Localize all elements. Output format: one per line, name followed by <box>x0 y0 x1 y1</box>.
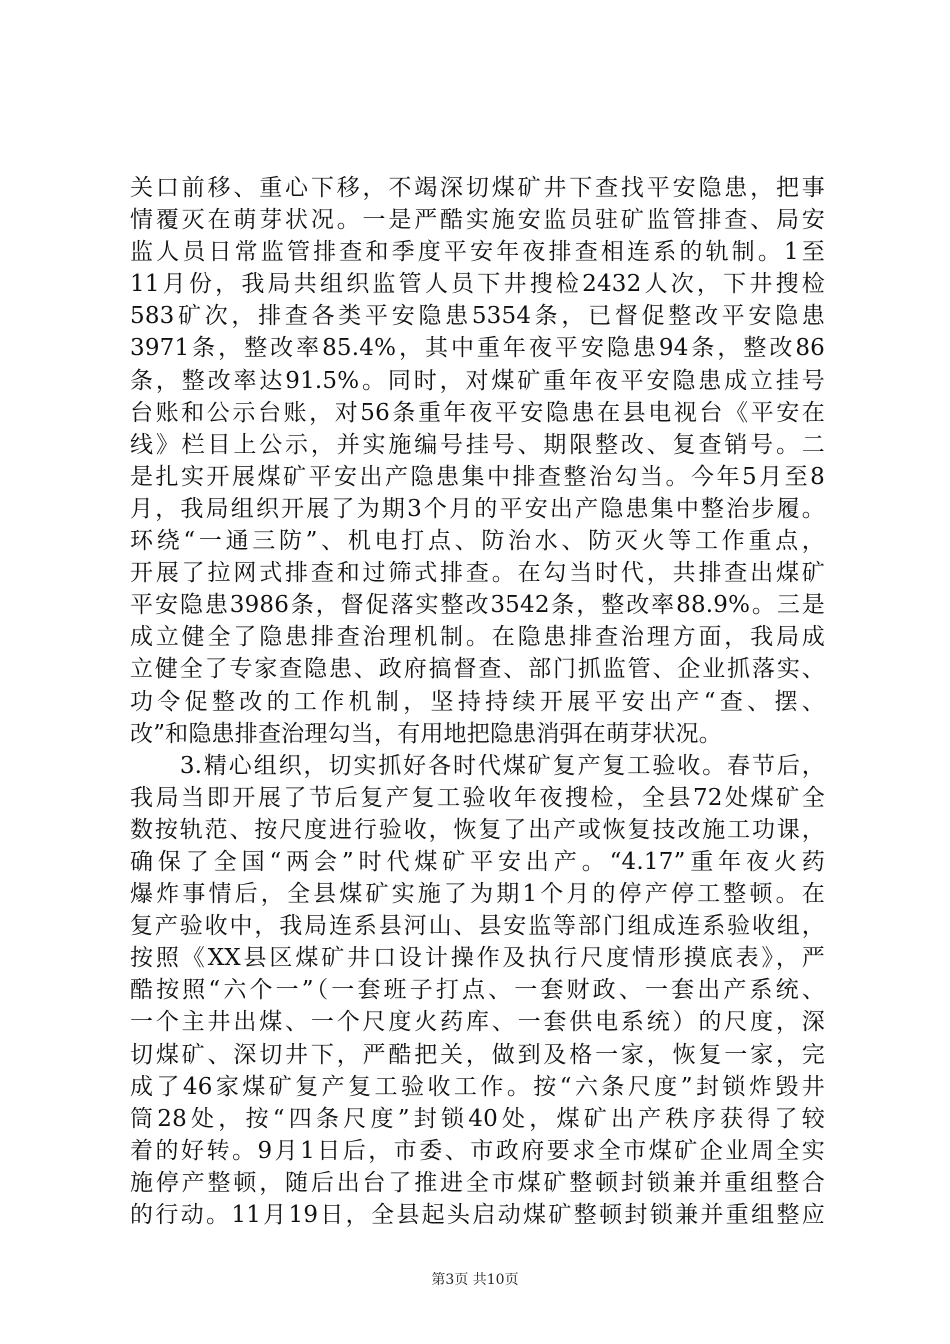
text-line: 关口前移、重心下移，不竭深切煤矿井下查找平安隐患，把事 <box>130 175 825 201</box>
text-line: 着的好转。9月1日后，市委、市政府要求全市煤矿企业周全实 <box>130 1137 825 1164</box>
page-footer: 第3页 共10页 <box>431 1272 519 1288</box>
text-line: 我局当即开展了节后复产复工验收年夜搜检，全县72处煤矿全 <box>130 784 825 811</box>
text-line: 复产验收中，我局连系县河山、县安监等部门组成连系验收组， <box>130 913 825 940</box>
text-line: 平安隐患3986条，督促落实整改3542条，整改率88.9%。三是 <box>130 592 825 619</box>
text-line: 条，整改率达91.5%。同时，对煤矿重年夜平安隐患成立挂号 <box>130 367 825 394</box>
text-line: 3971条，整改率85.4%，其中重年夜平安隐患94条，整改86 <box>130 335 825 362</box>
text-line: 筒28处，按“四条尺度”封锁40处，煤矿出产秩序获得了较 <box>130 1105 825 1132</box>
text-line: 爆炸事情后，全县煤矿实施了为期1个月的停产停工整顿。在 <box>130 881 825 908</box>
text-line: 台账和公示台账，对56条重年夜平安隐患在县电视台《平安在 <box>130 399 825 426</box>
text-line: 开展了拉网式排查和过筛式排查。在勾当时代，共排查出煤矿 <box>130 560 825 587</box>
text-line: 酷按照“六个一”（一套班子打点、一套财政、一套出产系统、 <box>130 977 825 1004</box>
text-line: 11月份，我局共组织监管人员下井搜检2432人次，下井搜检 <box>130 271 825 298</box>
body-text <box>130 172 825 1231</box>
text-line: 立健全了专家查隐患、政府搞督查、部门抓监管、企业抓落实、 <box>130 656 825 683</box>
text-line: 月，我局组织开展了为期3个月的平安出产隐患集中整治步履。 <box>130 495 825 522</box>
text-line: 成立健全了隐患排查治理机制。在隐患排查治理方面，我局成 <box>130 624 825 651</box>
text-line: 情覆灭在萌芽状况。一是严酷实施安监员驻矿监管排查、局安 <box>130 207 825 234</box>
text-line: 确保了全国“两会”时代煤矿平安出产。“4.17”重年夜火药 <box>130 848 825 875</box>
text-line: 环绕“一通三防”、机电打点、防治水、防灭火等工作重点， <box>130 528 825 555</box>
text-line: 施停产整顿，随后出台了推进全市煤矿整顿封锁兼并重组整合 <box>130 1169 825 1196</box>
text-line: 监人员日常监管排查和季度平安年夜排查相连系的轨制。1至 <box>130 239 825 266</box>
text-line: 按照《XX县区煤矿井口设计操作及执行尺度情形摸底表》，严 <box>130 945 825 972</box>
text-line: 切煤矿、深切井下，严酷把关，做到及格一家，恢复一家，完 <box>130 1041 825 1068</box>
text-line: 的行动。11月19日，全县起头启动煤矿整顿封锁兼并重组整应 <box>130 1202 825 1228</box>
text-line: 功令促整改的工作机制，坚持持续开展平安出产“查、摆、 <box>130 688 825 715</box>
text-line: 一个主井出煤、一个尺度火药库、一套供电系统）的尺度，深 <box>130 1009 825 1036</box>
text-line: 改”和隐患排查治理勾当，有用地把隐患消弭在萌芽状况。 <box>130 720 722 747</box>
text-line: 线》栏目上公示，并实施编号挂号、期限整改、复查销号。二 <box>130 431 825 458</box>
text-line: 583矿次，排查各类平安隐患5354条，已督促整改平安隐患 <box>130 303 825 330</box>
text-line: 3.精心组织，切实抓好各时代煤矿复产复工验收。春节后， <box>130 752 825 779</box>
text-line: 是扎实开展煤矿平安出产隐患集中排查整治勾当。今年5月至8 <box>130 463 825 490</box>
text-line: 数按轨范、按尺度进行验收，恢复了出产或恢复技改施工功课， <box>130 816 825 843</box>
text-line: 成了46家煤矿复产复工验收工作。按“六条尺度”封锁炸毁井 <box>130 1073 825 1100</box>
